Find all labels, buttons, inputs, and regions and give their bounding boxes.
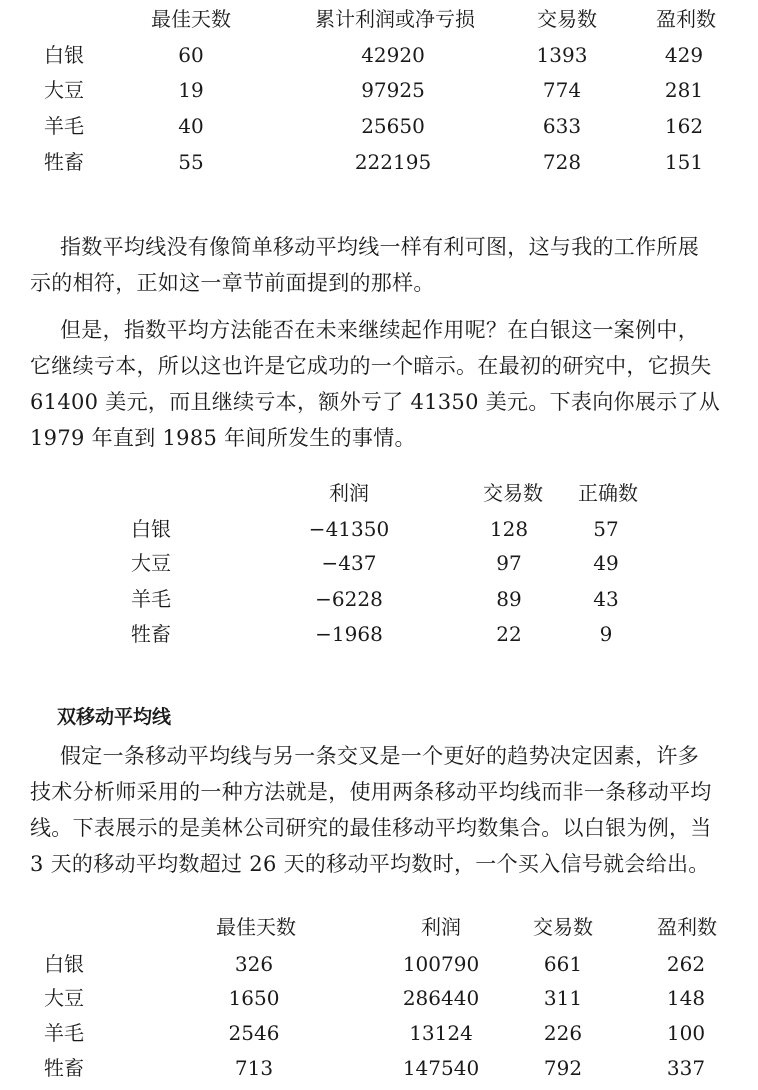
table-row <box>0 73 758 107</box>
table-cell: 57 <box>593 517 619 541</box>
table-row <box>0 145 758 179</box>
column-header: 累计利润或净亏损 <box>315 7 475 31</box>
table-cell: 100790 <box>402 952 480 976</box>
column-header: 交易数 <box>483 481 543 505</box>
column-header: 利润 <box>329 481 369 505</box>
table-cell: 22 <box>496 622 522 646</box>
body-paragraph <box>30 229 748 301</box>
table-cell: 162 <box>664 114 704 138</box>
row-label: 羊毛 <box>131 587 171 611</box>
table-cell: 1650 <box>228 986 280 1010</box>
table-cell: 1393 <box>536 43 588 67</box>
row-label: 白银 <box>44 43 84 67</box>
row-label: 大豆 <box>44 986 84 1010</box>
table-cell: 43 <box>593 587 619 611</box>
table-cell: 49 <box>593 551 619 575</box>
table-cell: 89 <box>496 587 522 611</box>
table-cell: 262 <box>666 952 706 976</box>
table-cell: 792 <box>543 1056 583 1080</box>
table-cell: 151 <box>664 150 704 174</box>
table-cell: 222195 <box>354 150 432 174</box>
table-cell: 326 <box>234 952 274 976</box>
row-label: 大豆 <box>44 78 84 102</box>
row-label: 白银 <box>44 952 84 976</box>
column-header: 交易数 <box>533 915 593 939</box>
paragraph-line: 示的相符，正如这一章节前面提到的那样。 <box>30 271 435 295</box>
paragraph-line: 但是，指数平均方法能否在未来继续起作用呢？在白银这一案例中， <box>60 318 699 342</box>
table-cell: −6228 <box>315 587 383 611</box>
table-row <box>0 109 758 143</box>
paragraph-line: 线。下表展示的是美林公司研究的最佳移动平均数集合。以白银为例，当 <box>30 816 712 840</box>
column-header: 盈利数 <box>657 915 717 939</box>
table-row <box>0 947 758 981</box>
table-cell: 9 <box>599 622 613 646</box>
row-label: 牲畜 <box>131 622 171 646</box>
table-cell: 13124 <box>409 1021 473 1045</box>
table-cell: 713 <box>234 1056 274 1080</box>
column-header: 利润 <box>421 915 461 939</box>
row-label: 大豆 <box>131 551 171 575</box>
table-header-row <box>0 2 758 36</box>
table-row <box>0 981 758 1015</box>
table-row <box>0 546 758 580</box>
table-row <box>0 1016 758 1050</box>
table-cell: 40 <box>178 114 204 138</box>
column-header: 最佳天数 <box>216 915 296 939</box>
table-cell: 19 <box>178 78 204 102</box>
row-label: 羊毛 <box>44 114 84 138</box>
table-cell: 147540 <box>402 1056 480 1080</box>
table-cell: 97925 <box>361 78 425 102</box>
table-cell: 286440 <box>402 986 480 1010</box>
table-cell: 42920 <box>361 43 425 67</box>
table-cell: −41350 <box>308 517 390 541</box>
table-cell: −1968 <box>315 622 383 646</box>
paragraph-line: 技术分析师采用的一种方法就是，使用两条移动平均线而非一条移动平均 <box>30 780 712 804</box>
table-cell: 226 <box>543 1021 583 1045</box>
table-header-row <box>0 910 758 944</box>
table-cell: 661 <box>543 952 583 976</box>
table-cell: 774 <box>542 78 582 102</box>
table-cell: 281 <box>664 78 704 102</box>
table-cell: −437 <box>321 551 377 575</box>
table-cell: 97 <box>496 551 522 575</box>
column-header: 最佳天数 <box>151 7 231 31</box>
column-header: 交易数 <box>537 7 597 31</box>
table-row <box>0 38 758 72</box>
table-cell: 100 <box>666 1021 706 1045</box>
table-cell: 429 <box>664 43 704 67</box>
table-cell: 55 <box>178 150 204 174</box>
table-cell: 633 <box>542 114 582 138</box>
column-header: 正确数 <box>578 481 638 505</box>
table-cell: 128 <box>489 517 529 541</box>
table-row <box>0 582 758 616</box>
table-cell: 311 <box>543 986 583 1010</box>
table-row <box>0 512 758 546</box>
section-heading: 双移动平均线 <box>57 706 172 728</box>
paragraph-line: 1979 年直到 1985 年间所发生的事情。 <box>30 426 416 450</box>
table-row <box>0 617 758 651</box>
paragraph-line: 假定一条移动平均线与另一条交叉是一个更好的趋势决定因素，许多 <box>60 744 699 768</box>
row-label: 白银 <box>131 517 171 541</box>
table-cell: 728 <box>542 150 582 174</box>
table-cell: 148 <box>666 986 706 1010</box>
row-label: 牲畜 <box>44 150 84 174</box>
paragraph-line: 指数平均线没有像简单移动平均线一样有利可图，这与我的工作所展 <box>60 235 699 259</box>
table-cell: 60 <box>178 43 204 67</box>
paragraph-line: 3 天的移动平均数超过 26 天的移动平均数时，一个买入信号就会给出。 <box>30 852 710 876</box>
paragraph-line: 它继续亏本，所以这也许是它成功的一个暗示。在最初的研究中，它损失 <box>30 354 712 378</box>
table-cell: 337 <box>666 1056 706 1080</box>
body-paragraph <box>30 312 748 456</box>
table-cell: 2546 <box>228 1021 280 1045</box>
table-cell: 25650 <box>361 114 425 138</box>
table-row <box>0 1051 758 1085</box>
column-header: 盈利数 <box>656 7 716 31</box>
paragraph-line: 61400 美元，而且继续亏本，额外亏了 41350 美元。下表向你展示了从 <box>30 390 721 414</box>
table-header-row <box>0 476 758 510</box>
body-paragraph <box>30 738 748 882</box>
row-label: 牲畜 <box>44 1056 84 1080</box>
row-label: 羊毛 <box>44 1021 84 1045</box>
